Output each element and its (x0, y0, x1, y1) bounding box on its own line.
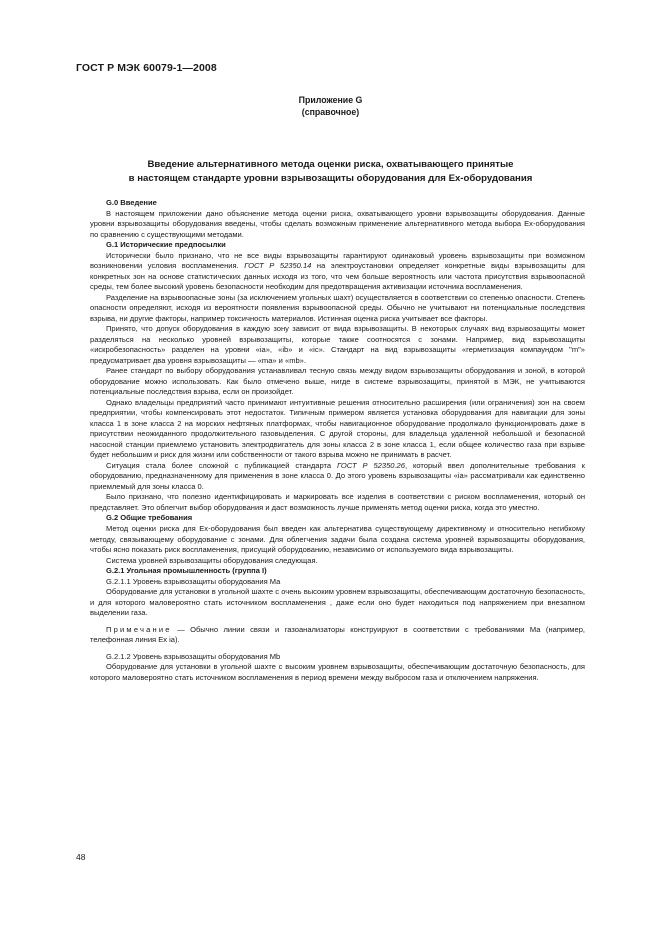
section-heading-g2: G.2 Общие требования (106, 513, 193, 523)
paragraph (90, 461, 585, 493)
paragraph: Оборудование для установки в угольной шахте с высоким уровнем взрывозащиты, обеспечивающим достаточную безопасность, для которого маловероятно стать источником воспламенения в период времени между выбросом газа и отключением напряжения. (90, 662, 585, 682)
paragraph: Система уровней взрывозащиты оборудования следующая. (106, 555, 318, 565)
note-label: Примечание (106, 624, 172, 634)
standard-reference: ГОСТ Р 52350.26 (337, 460, 405, 470)
paragraph: Оборудование для установки в угольной шахте с очень высоким уровнем взрывозащиты, обеспечивающим достаточную безопасность, и для которого маловероятно стать источником воспламенения , даже если оно будет находиться под напряжением при внезапном выделении газа. (90, 587, 585, 618)
title-line-1: Введение альтернативного метода оценки риска, охватывающего принятые (147, 159, 514, 170)
paragraph: Принято, что допуск оборудования в каждую зону зависит от вида взрывозащиты. В некоторых случаях вид взрывозащиты может разделяться на несколько уровней взрывозащиты, которые также соотносятся с зонами. Например, вид взрывозащиты «искробезопасность» разделен на уровни «ia», «ib» и «ic». Стандарт на вид взрывозащиты «герметизация компаундом "m"» предусматривает два уровня взрывозащиты — «ma» и «mb». (90, 324, 585, 365)
paragraph: В настоящем приложении дано объяснение метода оценки риска, охватывающего уровни взрывозащиты оборудования. Данные уровни взрывозащиты оборудования введены, чтобы сделать возможным применение альтернативного метода выбора Ех-оборудования по сравнению с существующими методами. (90, 208, 585, 239)
paragraph-text: Исторически было признано, что не все виды взрывозащиты гарантируют одинаковый уровень взрывозащиты при возможном возникновении условия воспламенения. (90, 250, 585, 271)
paragraph: Ранее стандарт по выбору оборудования устанавливал тесную связь между видом взрывозащиты оборудования и зоной, в которой оборудование можно использовать. Как было отмечено выше, нигде в системе взрывозащиты, принятой в МЭК, не учитываются потенциальные последствия взрыва, если он произойдет. (90, 366, 585, 397)
standard-reference: ГОСТ Р 52350.14 (244, 261, 312, 271)
standard-header: ГОСТ Р МЭК 60079-1—2008 (76, 62, 217, 74)
paragraph: Было признано, что полезно идентифицировать и маркировать все изделия в соответствии с риском воспламенения, который он представляет. Это облегчит выбор оборудования и даст возможность лучше применять метод оценки риска, когда это уместно. (90, 492, 585, 512)
annex-note: (справочное) (301, 107, 360, 117)
annex-title: Приложение G (298, 95, 363, 105)
paragraph: Разделение на взрывоопасные зоны (за исключением угольных шахт) осуществляется в соответствии со степенью опасности. Степень опасности определяют, исходя из вероятности появления взрывоопасной среды. Обычно не учитывают ни потенциальные последствия взрыва, ни другие факторы, например токсичность материалов. Истинная оценка риска учитывает все факторы. (90, 292, 585, 323)
paragraph (90, 251, 585, 293)
title-line-2: в настоящем стандарте уровни взрывозащиты оборудования для Ех-оборудования (128, 172, 533, 184)
section-heading-g1: G.1 Исторические предпосылки (106, 240, 226, 250)
section-heading-g0: G.0 Введение (106, 198, 157, 207)
paragraph-text: , который ввел дополнительные требования к оборудованию, предназначенному для применения в зоне класса 0. До этого уровень взрывозащиты «ia» рассматривали как единственно приемлемый для зоны класса 0. (90, 460, 585, 491)
paragraph: Однако владельцы предприятий часто принимают интуитивные решения относительно расширения (или ограничения) зон на своем предприятии, чтобы компенсировать этот недостаток. Типичным примером является установка оборудования для навигации для зоны класса 1 в зоне класса 2 на морских нефтяных платформах, чтобы навигационное оборудование продолжало функционировать даже в присутствии неожиданного продолжительного газовыделения. С другой стороны, для владельца удаленной небольшой и безопасной насосной станции приемлемо установить электродвигатель для зоны класса 2 в зоне класса 1, если общее количество газа при взрыве будет небольшим и риск для жизни или собственности от такого взрыва можно не принимать в расчет. (90, 397, 585, 460)
paragraph: Метод оценки риска для Ех-оборудования был введен как альтернатива существующему директивному и относительно негибкому методу, связывающему оборудование с зонами. Для облегчения задачи была создана система уровней взрывозащиты оборудования, чтобы ясно показать риск воспламенения, присущий оборудованию, независимо от используемого вида взрывозащиты. (90, 523, 585, 555)
annex-heading (76, 94, 585, 118)
section-heading-g212: G.2.1.2 Уровень взрывозащиты оборудования Mb (106, 651, 281, 661)
annex-body (90, 198, 585, 683)
document-title (76, 158, 585, 185)
paragraph-text: на электроустановки определяет конкретные виды взрывозащиты для конкретных зон на основе статистических данных исходя из того, что чем больше вероятность или частота присутствия взрывоопасной среды, тем более высокий уровень безопасности необходим для предотвращения активизации источника воспламенения. (90, 261, 585, 292)
note-text: — Обычно линии связи и газоанализаторы конструируют в соответствии с требованиями Ма (например, телефонная линия Ex ia). (90, 624, 585, 645)
section-heading-g21: G.2.1 Угольная промышленность (группа I) (106, 566, 267, 576)
note (90, 625, 585, 646)
paragraph-text: Ситуация стала более сложной с публикацией стандарта (106, 460, 338, 470)
section-heading-g211: G.2.1.1 Уровень взрывозащиты оборудования Ма (106, 576, 281, 586)
page-number: 48 (76, 852, 86, 862)
